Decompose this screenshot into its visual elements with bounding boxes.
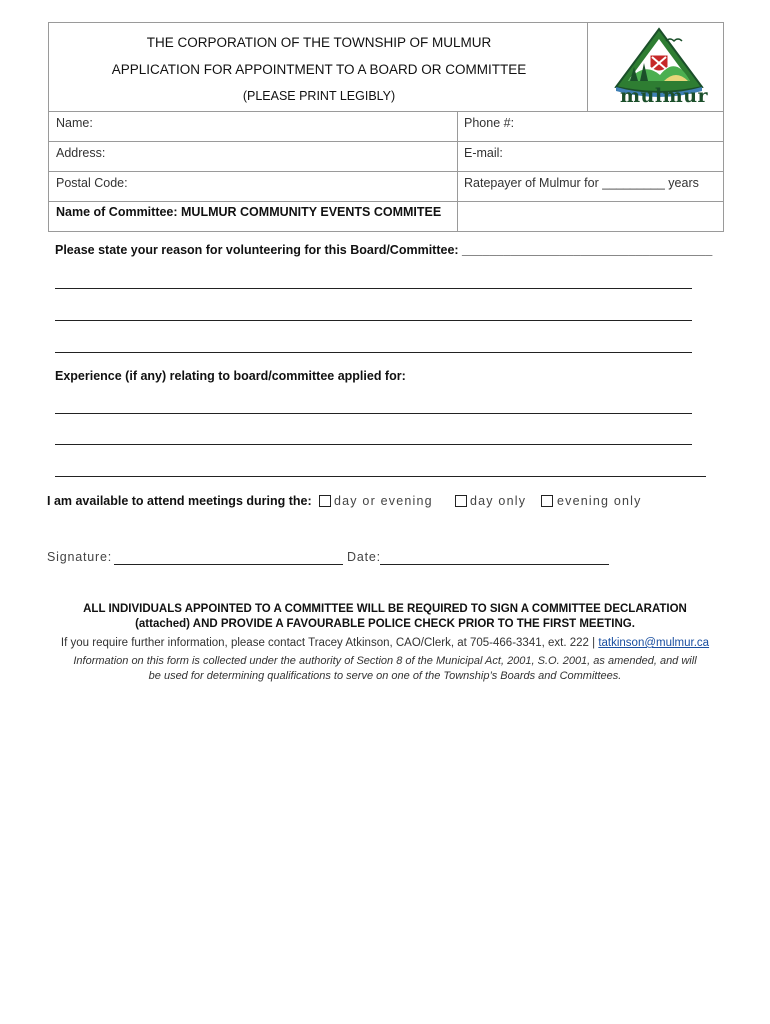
title-application: APPLICATION FOR APPOINTMENT TO A BOARD OR COMMITTEE	[111, 62, 527, 77]
experience-line-2[interactable]	[55, 444, 692, 445]
reason-question: Please state your reason for volunteering for this Board/Committee: ____________________________________	[55, 243, 713, 257]
name-field[interactable]: Name:	[56, 116, 93, 130]
logo-wordmark: mulmur	[619, 85, 709, 107]
signature-line[interactable]	[114, 564, 343, 565]
checkbox-day-or-evening[interactable]	[319, 495, 331, 507]
column-divider	[457, 111, 458, 232]
title-corporation: THE CORPORATION OF THE TOWNSHIP OF MULMUR	[146, 35, 492, 50]
committee-name-field: Name of Committee: MULMUR COMMUNITY EVENTS COMMITEE	[56, 205, 442, 219]
experience-question: Experience (if any) relating to board/committee applied for:	[55, 369, 406, 383]
checkbox-evening-only[interactable]	[541, 495, 553, 507]
police-check-notice: (attached) AND PROVIDE A FAVOURABLE POLICE CHECK PRIOR TO THE FIRST MEETING.	[135, 618, 635, 630]
row-rule-1	[49, 111, 723, 112]
title-print-legibly: (PLEASE PRINT LEGIBLY)	[242, 89, 396, 103]
experience-line-1[interactable]	[55, 413, 692, 414]
reason-line-1[interactable]	[55, 288, 692, 289]
availability-label: I am available to attend meetings during the:	[47, 494, 312, 508]
privacy-statement-1: Information on this form is collected under the authority of Section 8 of the Municipal Act, 2001, S.O. 2001, as amended, and will	[73, 655, 697, 667]
date-label: Date:	[347, 550, 381, 564]
committee-declaration-notice: ALL INDIVIDUALS APPOINTED TO A COMMITTEE WILL BE REQUIRED TO SIGN A COMMITTEE DECLARATION	[83, 603, 687, 615]
option-day-only: day only	[470, 494, 527, 508]
checkbox-day-only[interactable]	[455, 495, 467, 507]
application-form-table	[48, 22, 724, 232]
row-rule-4	[49, 201, 723, 202]
option-evening-only: evening only	[557, 494, 642, 508]
postal-code-field[interactable]: Postal Code:	[56, 176, 128, 190]
row-rule-3	[49, 171, 723, 172]
experience-line-3[interactable]	[55, 476, 706, 477]
reason-line-2[interactable]	[55, 320, 692, 321]
email-field[interactable]: E-mail:	[464, 146, 503, 160]
privacy-statement-2: be used for determining qualifications to serve on one of the Township’s Boards and Committees.	[148, 670, 622, 682]
signature-label: Signature:	[47, 550, 112, 564]
phone-field[interactable]: Phone #:	[464, 116, 515, 130]
address-field[interactable]: Address:	[56, 146, 106, 160]
option-day-or-evening: day or evening	[334, 494, 433, 508]
date-line[interactable]	[380, 564, 609, 565]
row-rule-2	[49, 141, 723, 142]
logo-divider	[587, 23, 588, 111]
reason-line-3[interactable]	[55, 352, 692, 353]
contact-text: If you require further information, please contact Tracey Atkinson, CAO/Clerk, at 705-466-3341, ext. 222 |	[60, 637, 596, 649]
contact-info	[30, 637, 740, 649]
contact-email-link[interactable]: tatkinson@mulmur.ca	[598, 637, 710, 649]
mulmur-logo	[604, 25, 714, 111]
ratepayer-field[interactable]: Ratepayer of Mulmur for _________ years	[464, 176, 699, 190]
